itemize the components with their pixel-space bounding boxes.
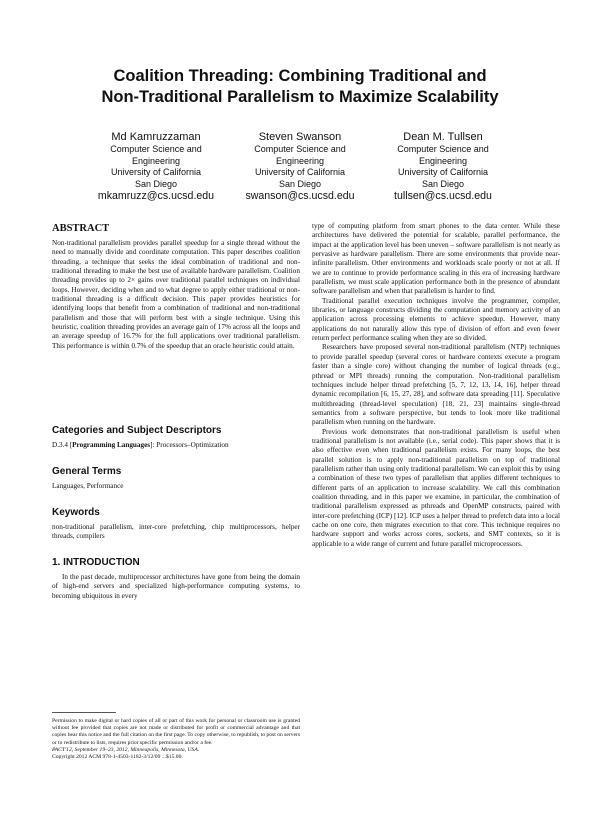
categories-section: [52, 424, 300, 450]
general-terms-text: Languages, Performance: [52, 482, 124, 490]
footnote-rule: [52, 712, 116, 713]
introduction-paragraph: In the past decade, multiprocessor architectures have gone from being the domain of high-end servers and specialized high-performance computing systems, to becoming ubiquitous in every: [52, 573, 300, 600]
categories-heading: Categories and Subject Descriptors: [52, 425, 222, 436]
intro-paragraph-2: Traditional parallel execution techniques involve the programmer, compiler, libraries, or language constructs dividing the computation and memory activity of an application across processing elements to achieve speedup. However, many applications do not naturally allow this type of division of effort and even fewer return perfect performance scaling when they are so divided.: [312, 296, 560, 343]
introduction-section: [52, 556, 300, 601]
author-dept: Computer Science and: [397, 144, 489, 154]
author-university: University of California: [110, 167, 202, 177]
author-dept: Computer Science and: [110, 144, 202, 154]
author-email: mkamruzz@cs.ucsd.edu: [97, 190, 215, 202]
author-name: Steven Swanson: [258, 131, 342, 143]
author-dept: Engineering: [418, 155, 468, 166]
author-university: University of California: [254, 167, 346, 177]
author-name: Dean M. Tullsen: [403, 131, 483, 143]
introduction-heading: 1. INTRODUCTION: [52, 557, 140, 568]
title-line-1: Coalition Threading: Combining Traditional and: [113, 67, 487, 85]
author-block-3: [363, 131, 523, 203]
keywords-section: [52, 506, 300, 542]
abstract-heading: ABSTRACT: [52, 223, 110, 234]
title-line-2: Non-Traditional Parallelism to Maximize Scalability: [101, 88, 499, 106]
author-city: San Diego: [421, 178, 465, 189]
keywords-text: non-traditional parallelism, inter-core prefetching, chip multiprocessors, helper threads, compilers: [52, 523, 300, 541]
intro-paragraph-4: Previous work demonstrates that non-traditional parallelism is useful when traditional parallelism is not available (i.e., serial code). This paper shows that it is also effective even when traditional parallelism exists. For many loops, the best parallel solution is to apply non-traditional parallelism on top of traditional parallelism rather than using only traditional parallelism. We can exploit this by using a combination of these two types of parallelism that applies different techniques to different parts of an application to increase scalability. We call this combination coalition threading, and in this paper we examine, in particular, the combination of traditional parallelism expressed as pthreads and OpenMP constructs, paired with inter-core prefetching (ICP) [12]. ICP uses a helper thread to prefetch data into a local cache on one core, then migrates execution to that core. This technique requires no hardware support and works across cores, sockets, and SMT contexts, so it is applicable to a wide range of current and future parallel microprocessors.: [312, 427, 560, 548]
paper-title: [40, 66, 560, 108]
author-university: University of California: [397, 167, 489, 177]
author-dept: Engineering: [131, 155, 181, 166]
intro-paragraph-cont: type of computing platform from smart phones to the data center. While these architectures have delivered the potential for scalable, parallel performance, the impact at the application level has been uneven – software parallelism is not nearly as pervasive as hardware parallelism. There are some environments that provide near-infinite parallelism. Other environments and workloads scale poorly or not at all. If we are to continue to provide performance scaling in this era of increasing hardware parallelism, we must scale application performance both in the presence of abundant software parallelism and when that parallelism is harder to find.: [312, 222, 560, 296]
author-email: swanson@cs.ucsd.edu: [245, 190, 355, 202]
categories-text: D.3.4 [Programming Languages]: Processors–Optimization: [52, 441, 229, 449]
permission-text: Permission to make digital or hard copies of all or part of this work for personal or classroom use is granted without fee provided that copies are not made or distributed for profit or commercial advantage and that copies bear this notice and the full citation on the first page. To copy otherwise, to republish, to post on servers or to redistribute to lists, requires prior specific permission and/or a fee.: [52, 718, 300, 746]
author-block-2: [220, 131, 380, 203]
author-dept: Engineering: [275, 155, 325, 166]
intro-paragraph-3: Researchers have proposed several non-traditional parallelism (NTP) techniques to provide parallel speedup (several cores or hardware contexts execute a program faster than a single core) without changing the number of logical threads (e.g., pthread or MPI threads) running the computation. Non-traditional parallelism techniques include helper thread prefetching [5, 7, 12, 13, 14, 16], helper thread dynamic recompilation [6, 15, 27, 28], and software data spreading [11]. Speculative multithreading (thread-level speculation) [18, 21, 23] maintains single-thread semantics from a software perspective, but tends to look more like traditional parallelism when running on the hardware.: [312, 343, 560, 427]
venue-text: PACT'12, September 19–23, 2012, Minneapolis, Minnesota, USA.: [52, 746, 200, 753]
copyright-text: Copyright 2012 ACM 978-1-4503-1182-3/12/09 ...$15.00.: [52, 754, 183, 761]
author-dept: Computer Science and: [254, 144, 346, 154]
author-email: tullsen@cs.ucsd.edu: [394, 190, 492, 202]
author-block-1: [76, 131, 236, 203]
abstract-text: Non-traditional parallelism provides parallel speedup for a single thread without the need to manually divide and coordinate computation. This paper describes coalition threading, a technique that seeks the ideal combination of traditional and non-traditional threading to make the best use of available hardware parallelism. Coalition threading provides up to 2× gains over traditional parallel techniques on individual loops. However, deciding when and to what degree to apply either traditional or non-traditional threading is a difficult decision. This paper provides heuristics for identifying loops that benefit from a combination of traditional and non-traditional parallelism and those that will perform best with a single technique. Using this heuristic, coalition threading provides an average gain of 17% across all the loops and an average speedup of 16.7% for the full applications over traditional parallelism. This performance is within 0.7% of the speedup that an oracle heuristic could attain.: [52, 239, 300, 350]
right-column: [312, 222, 560, 549]
general-terms-section: [52, 465, 300, 491]
general-terms-heading: General Terms: [52, 466, 122, 477]
copyright-footnote: [52, 718, 300, 761]
author-name: Md Kamruzzaman: [111, 131, 201, 143]
keywords-heading: Keywords: [52, 507, 100, 518]
author-city: San Diego: [134, 178, 178, 189]
author-city: San Diego: [278, 178, 322, 189]
